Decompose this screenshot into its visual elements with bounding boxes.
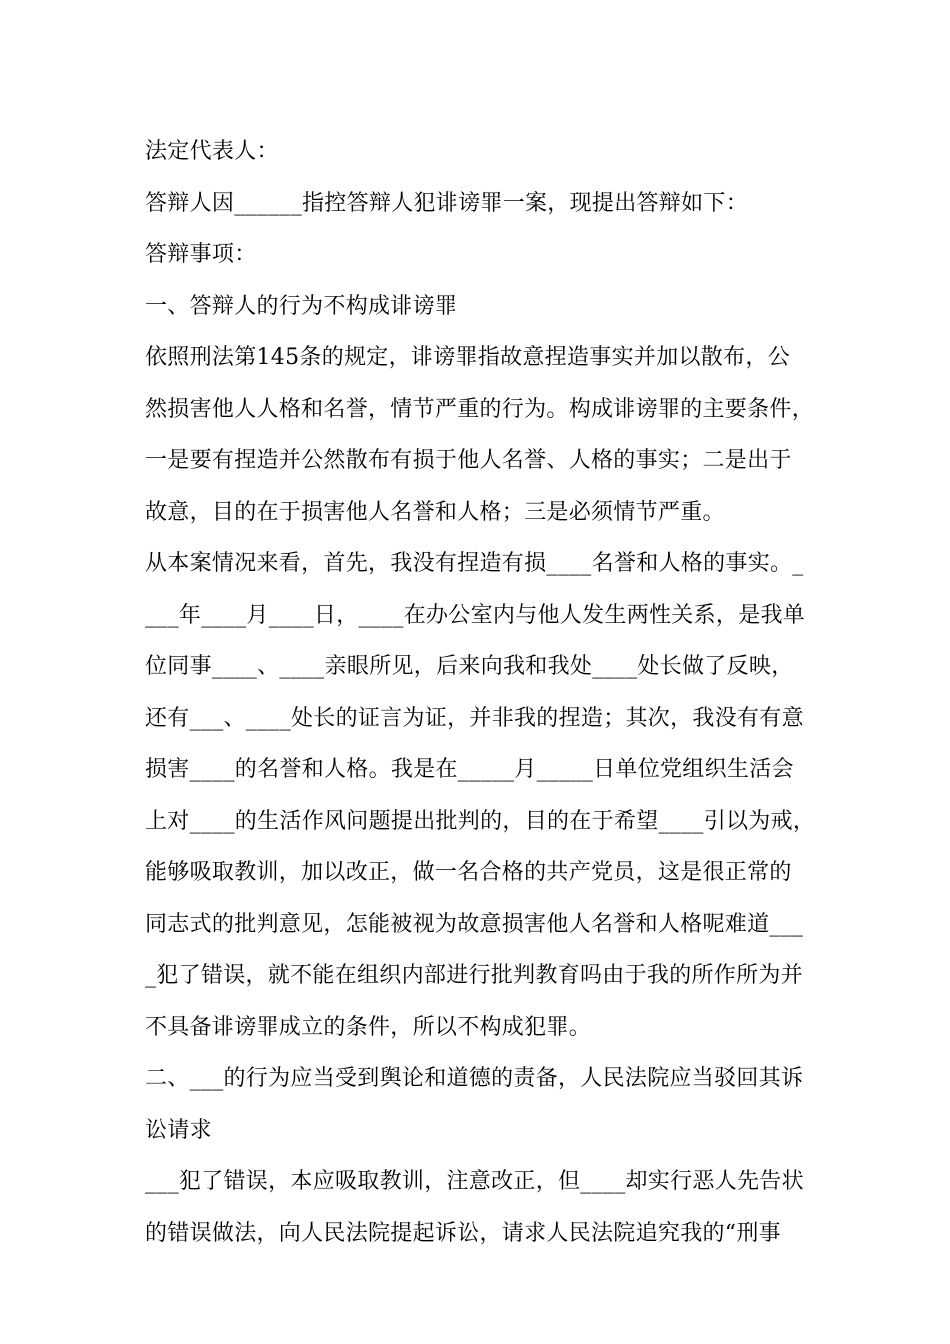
text-line: 答辩人因______指控答辩人犯诽谤罪一案，现提出答辩如下： [145,190,749,216]
text-line: 一是要有捏造并公然散布有损于他人名誉、人格的事实；二是出于 [145,448,792,473]
text-line: 损害____的名誉和人格。我是在_____月_____日单位党组织生活会 [145,757,794,782]
text-line: ___犯了错误，本应吸取教训，注意改正，但____却实行恶人先告状 [145,1169,804,1194]
section-heading: 二、___的行为应当受到舆论和道德的责备，人民法院应当驳回其诉 [145,1066,804,1091]
text-line: ___年____月____日，____在办公室内与他人发生两性关系，是我单 [145,602,806,628]
text-line: 上对____的生活作风问题提出批判的，目的在于希望____引以为戒， [145,808,816,834]
text-line: 不具备诽谤罪成立的条件，所以不构成犯罪。 [145,1014,592,1040]
text-line: 位同事____、____亲眼所见，后来向我和我处____处长做了反映， [145,654,794,679]
text-line: 答辩事项： [145,242,257,267]
document-body [145,126,816,1259]
section-heading: 讼请求 [145,1117,212,1143]
text-line: 能够吸取教训，加以改正，做一名合格的共产党员，这是很正常的 [145,860,792,885]
text-line: 依照刑法第145条的规定，诽谤罪指故意捏造事实并加以散布，公 [145,345,790,370]
text-line: 的错误做法，向人民法院提起诉讼，请求人民法院追究我的“刑事 [145,1220,781,1246]
text-line: 从本案情况来看，首先，我没有捏造有损____名誉和人格的事实。_ [145,551,804,576]
text-line: 故意，目的在于损害他人名誉和人格；三是必须情节严重。 [145,499,725,525]
text-line: 还有___、____处长的证言为证，并非我的捏造；其次，我没有有意 [145,705,804,731]
text-line: 同志式的批判意见，怎能被视为故意损害他人名誉和人格呢难道___ [145,911,804,937]
section-heading: 一、答辩人的行为不构成诽谤罪 [145,293,458,319]
text-line: 法定代表人： [145,139,279,164]
text-line: 然损害他人人格和名誉，情节严重的行为。构成诽谤罪的主要条件， [145,396,815,422]
text-line: _犯了错误，就不能在组织内部进行批判教育吗由于我的所作所为并 [145,963,804,988]
